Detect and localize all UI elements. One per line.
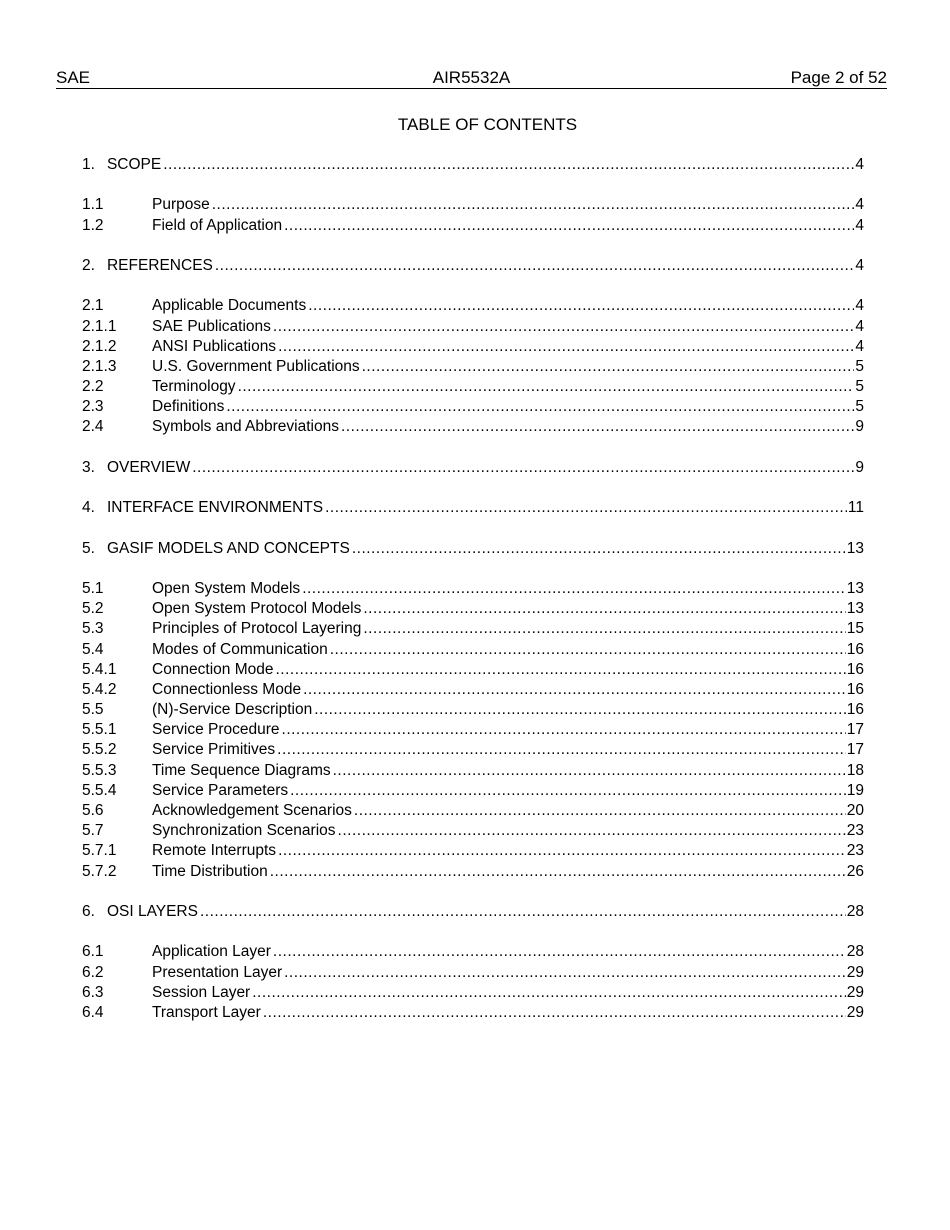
toc-entry-number: 5.4 [82,640,104,658]
toc-entry-number: 2.1.1 [82,317,117,335]
toc-entry-title: SCOPE [106,156,162,173]
toc-entry[interactable] [82,296,864,316]
toc-entry[interactable] [82,599,864,619]
toc-dot-leader [263,1003,846,1023]
table-of-contents [82,155,864,1023]
toc-entry[interactable] [82,195,864,215]
toc-entry[interactable] [82,498,864,518]
toc-dot-leader [325,498,847,518]
header-org: SAE [56,68,91,87]
toc-dot-leader [273,942,846,962]
toc-entry[interactable] [82,579,864,599]
toc-dot-leader [277,740,846,760]
toc-entry-number: 6.3 [82,983,104,1001]
toc-entry-title: Service Parameters [152,781,289,799]
toc-entry-title: INTERFACE ENVIRONMENTS [106,499,324,517]
toc-entry-title: Session Layer [152,983,251,1001]
toc-entry-page: 23 [846,842,864,860]
toc-entry-page: 29 [846,983,864,1001]
toc-entry-page: 4 [855,156,864,173]
toc-entry-title: Purpose [152,196,210,214]
toc-entry[interactable] [82,942,864,962]
toc-entry-page: 23 [846,822,864,840]
toc-entry-number: 2.1.3 [82,357,117,375]
toc-entry-number: 5.5.4 [82,781,117,799]
toc-entry-title: Acknowledgement Scenarios [152,802,352,819]
toc-entry-page: 20 [846,802,864,819]
toc-entry-page: 13 [846,579,864,597]
toc-entry-title: ANSI Publications [152,337,277,355]
toc-entry-title: Service Primitives [152,741,276,759]
toc-entry[interactable] [82,337,864,357]
toc-dot-leader [282,720,846,740]
toc-entry[interactable] [82,700,864,720]
toc-entry-number: 6.2 [82,963,104,981]
toc-entry-title: Presentation Layer [152,963,283,981]
toc-entry-number: 5.7.2 [82,862,117,880]
toc-dot-leader [226,397,854,417]
toc-dot-leader [341,417,854,437]
toc-entry[interactable] [82,740,864,760]
toc-entry-number: 1. [82,156,95,173]
toc-dot-leader [354,801,846,821]
toc-entry-number: 4. [82,499,95,517]
toc-entry-number: 2.4 [82,418,104,436]
toc-entry-number: 1.2 [82,216,104,234]
toc-entry-number: 5.3 [82,620,104,638]
header-doc-number: AIR5532A [432,68,511,87]
toc-entry-title: Definitions [152,398,225,416]
toc-entry[interactable] [82,256,864,276]
toc-entry-page: 4 [855,256,864,274]
toc-dot-leader [212,195,855,215]
toc-dot-leader [163,155,854,175]
toc-entry-page: 29 [846,1003,864,1021]
toc-entry-number: 2.3 [82,398,104,416]
toc-entry[interactable] [82,619,864,639]
toc-entry-page: 29 [846,963,864,981]
toc-entry[interactable] [82,781,864,801]
toc-entry-page: 15 [846,620,864,638]
toc-entry-page: 9 [855,458,864,476]
toc-entry-page: 5 [855,398,864,416]
toc-dot-leader [333,761,846,781]
toc-entry-page: 17 [846,721,864,739]
toc-entry-title: Open System Protocol Models [152,600,362,618]
toc-entry-title: Transport Layer [152,1003,261,1021]
toc-entry-page: 26 [846,862,864,880]
toc-entry-title: Time Distribution [152,862,268,880]
toc-title: TABLE OF CONTENTS [397,115,578,134]
toc-entry[interactable] [82,841,864,861]
toc-entry-title: Applicable Documents [152,297,307,315]
toc-entry[interactable] [82,821,864,841]
toc-entry-number: 6. [82,902,95,920]
toc-entry[interactable] [82,417,864,437]
toc-entry-number: 5.4.1 [82,660,117,678]
toc-entry-title: OVERVIEW [106,458,191,476]
toc-entry-title: (N)-Service Description [152,701,313,719]
toc-dot-leader [276,660,846,680]
toc-entry-number: 5. [82,539,95,557]
toc-entry-title: Time Sequence Diagrams [152,761,331,779]
toc-entry-title: OSI LAYERS [106,902,198,920]
toc-entry-number: 2. [82,256,95,274]
toc-entry-number: 2.1.2 [82,337,117,355]
toc-entry[interactable] [82,317,864,337]
toc-entry-title: GASIF MODELS AND CONCEPTS [106,539,350,557]
toc-entry[interactable] [82,1003,864,1023]
toc-entry-number: 2.1 [82,297,104,315]
toc-entry-number: 5.5.1 [82,721,117,739]
toc-entry-title: Open System Models [152,579,301,597]
toc-entry-page: 11 [847,499,864,517]
toc-dot-leader [308,296,854,316]
toc-entry-title: U.S. Government Publications [152,357,360,375]
toc-entry[interactable] [82,963,864,983]
toc-entry-page: 16 [846,680,864,698]
toc-entry-page: 16 [846,640,864,658]
toc-dot-leader [238,377,855,397]
toc-dot-leader [314,700,846,720]
toc-entry-number: 5.4.2 [82,680,117,698]
toc-entry[interactable] [82,761,864,781]
toc-entry[interactable] [82,377,864,397]
toc-dot-leader [303,680,846,700]
toc-entry-title: Application Layer [152,943,271,961]
toc-entry-title: Symbols and Abbreviations [152,418,339,436]
toc-entry-page: 4 [855,216,864,234]
toc-dot-leader [330,640,846,660]
toc-entry-title: Principles of Protocol Layering [152,620,362,638]
toc-entry[interactable] [82,801,864,821]
toc-entry-number: 1.1 [82,196,104,214]
toc-entry-page: 5 [855,357,864,375]
toc-entry-title: Connection Mode [152,660,274,678]
toc-entry-title: Terminology [152,378,236,396]
toc-dot-leader [290,781,846,801]
toc-dot-leader [270,862,846,882]
page-header [56,68,887,89]
toc-dot-leader [252,983,846,1003]
toc-entry-number: 5.7.1 [82,842,117,860]
toc-entry-page: 13 [846,600,864,618]
toc-dot-leader [338,821,846,841]
toc-entry-number: 3. [82,458,95,476]
toc-entry-number: 6.1 [82,943,104,961]
toc-entry[interactable] [82,902,864,922]
toc-entry-page: 16 [846,660,864,678]
toc-entry-number: 5.6 [82,802,104,819]
toc-dot-leader [278,841,846,861]
toc-entry[interactable] [82,397,864,417]
toc-entry-title: Connectionless Mode [152,680,302,698]
toc-entry-number: 5.5.2 [82,741,117,759]
toc-entry[interactable] [82,862,864,882]
toc-entry-page: 9 [855,418,864,436]
toc-dot-leader [284,963,846,983]
toc-dot-leader [192,458,854,478]
toc-dot-leader [302,579,846,599]
toc-entry[interactable] [82,660,864,680]
toc-entry[interactable] [82,458,864,478]
toc-entry-number: 5.2 [82,600,104,618]
toc-entry-number: 2.2 [82,378,104,396]
toc-dot-leader [284,216,854,236]
toc-entry-number: 5.1 [82,579,104,597]
toc-entry-title: Modes of Communication [152,640,328,658]
toc-entry-page: 28 [846,943,864,961]
toc-entry[interactable] [82,155,864,175]
toc-entry-page: 28 [846,902,864,920]
toc-entry-title: Synchronization Scenarios [152,822,336,840]
toc-entry-page: 5 [855,378,864,396]
toc-dot-leader [273,317,854,337]
toc-entry-title: Field of Application [152,216,283,234]
toc-entry-page: 16 [846,701,864,719]
toc-entry-title: Remote Interrupts [152,842,277,860]
toc-entry-number: 5.7 [82,822,104,840]
toc-entry[interactable] [82,640,864,660]
toc-entry-page: 4 [855,196,864,214]
toc-entry-page: 19 [846,781,864,799]
toc-entry-title: REFERENCES [106,256,213,274]
toc-dot-leader [215,256,855,276]
toc-dot-leader [363,619,845,639]
toc-entry-page: 4 [855,317,864,335]
toc-entry-number: 5.5 [82,701,104,719]
toc-dot-leader [278,337,854,357]
toc-dot-leader [362,357,855,377]
toc-entry[interactable] [82,680,864,700]
toc-entry-page: 4 [855,297,864,315]
toc-entry-page: 17 [846,741,864,759]
toc-entry[interactable] [82,720,864,740]
toc-entry[interactable] [82,983,864,1003]
toc-dot-leader [363,599,845,619]
toc-entry[interactable] [82,539,864,559]
toc-entry[interactable] [82,357,864,377]
toc-entry-page: 4 [855,337,864,355]
toc-entry[interactable] [82,216,864,236]
toc-dot-leader [200,902,846,922]
toc-entry-title: SAE Publications [152,317,271,335]
toc-entry-page: 13 [846,539,864,557]
toc-entry-number: 5.5.3 [82,761,117,779]
toc-dot-leader [352,539,846,559]
toc-entry-page: 18 [846,761,864,779]
toc-entry-number: 6.4 [82,1003,104,1021]
header-page-number: Page 2 of 52 [790,68,887,87]
toc-entry-title: Service Procedure [152,721,280,739]
